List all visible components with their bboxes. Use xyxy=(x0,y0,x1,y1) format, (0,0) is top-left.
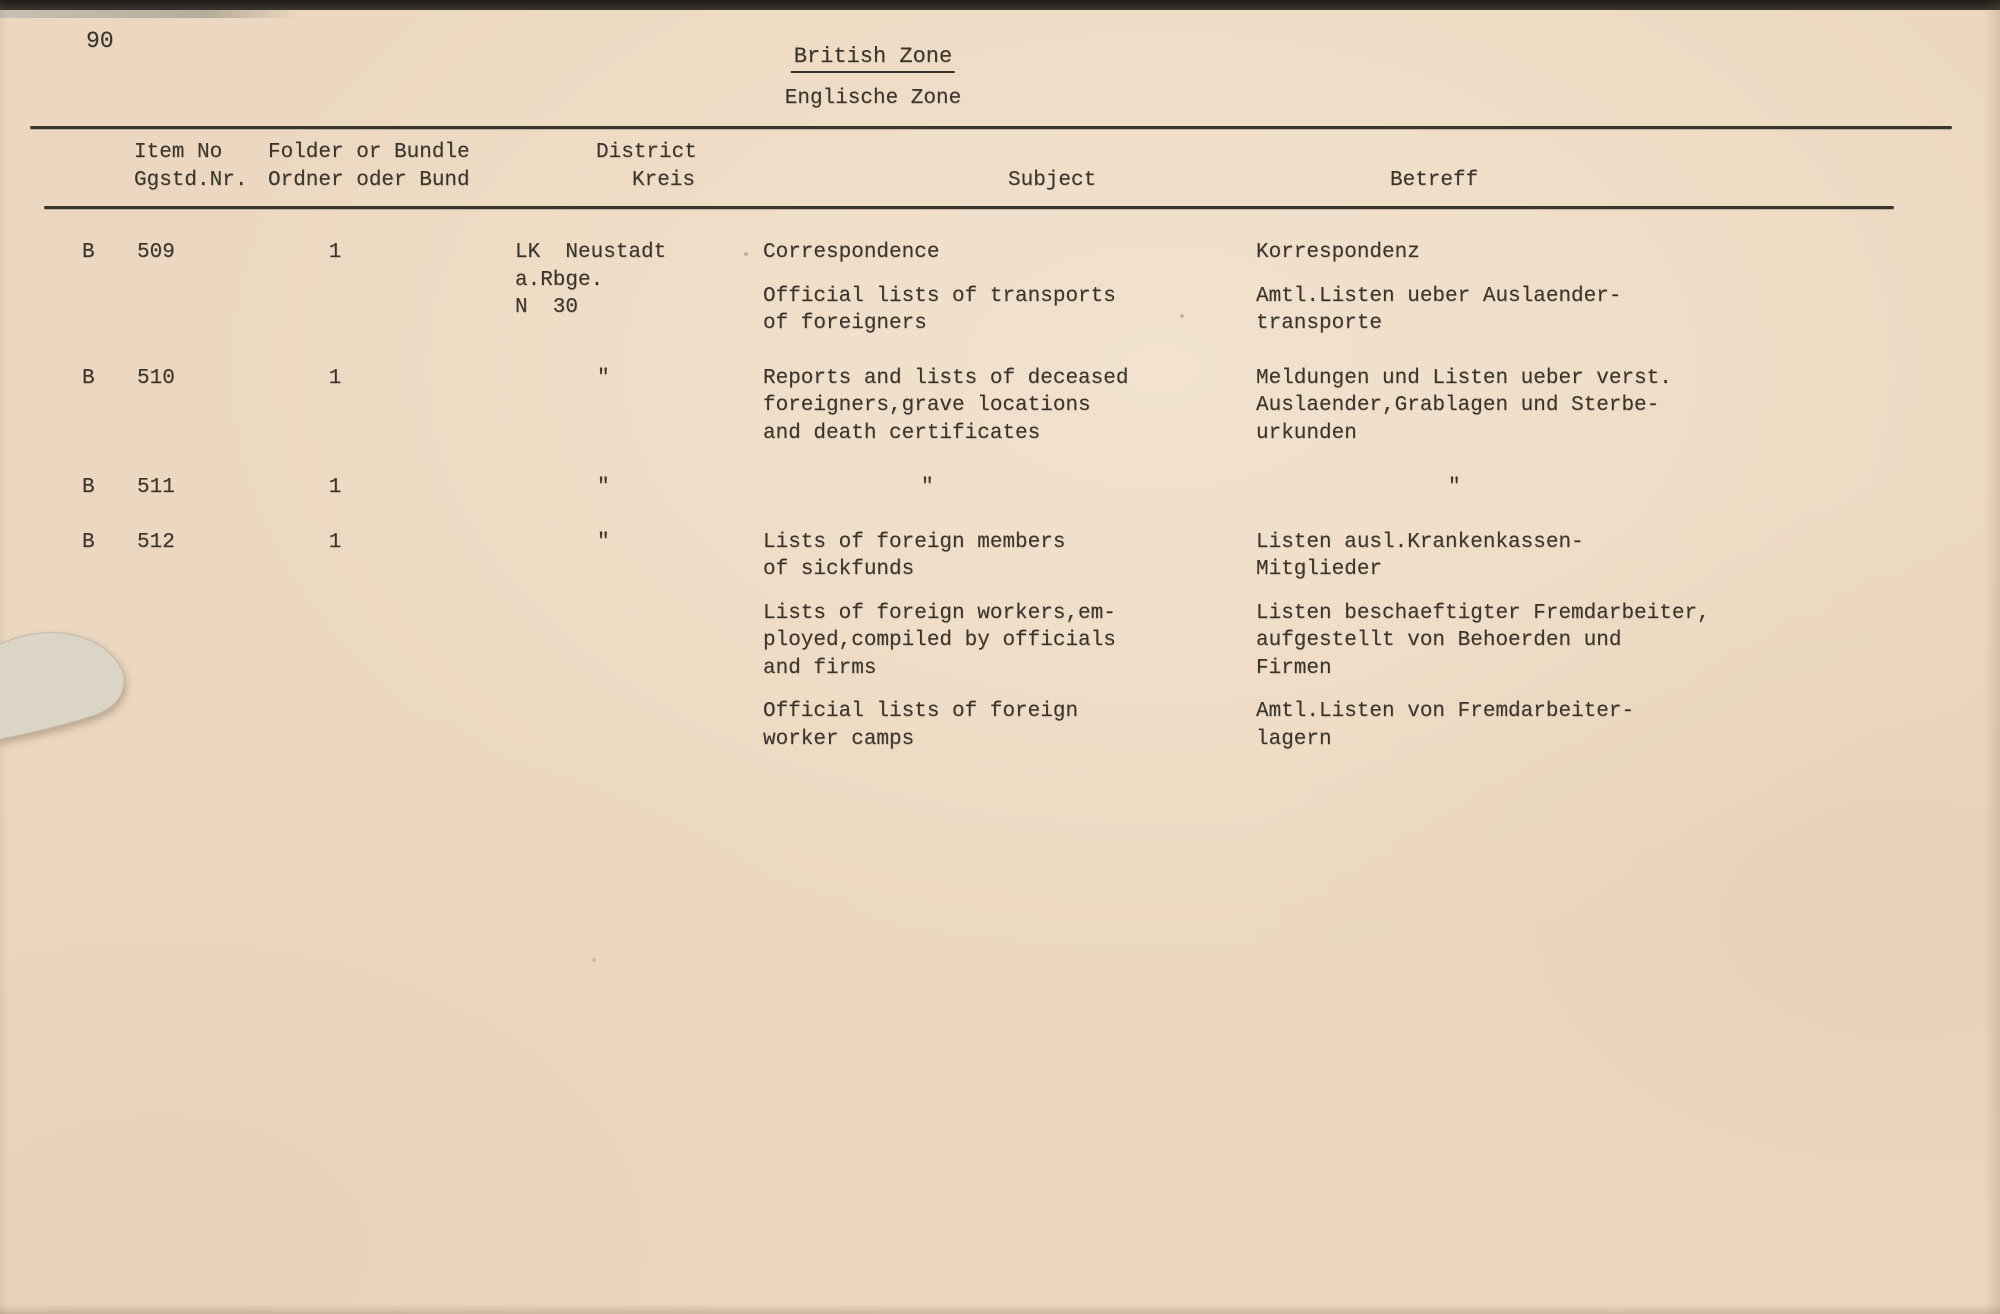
horizontal-rule-header xyxy=(44,206,1894,209)
item-letter: B xyxy=(82,241,95,264)
text-line: ployed,compiled by officials xyxy=(763,629,1116,652)
text-line: worker camps xyxy=(763,727,915,751)
subject-text xyxy=(745,365,1245,448)
col-header-betreff: Betreff xyxy=(1390,169,1479,192)
entries-cell xyxy=(745,474,2000,502)
district-cell xyxy=(440,239,745,338)
text-line: and death certificates xyxy=(763,421,1041,445)
item-letter: B xyxy=(82,530,95,554)
subject-text xyxy=(745,474,1245,502)
text-line: Firmen xyxy=(1256,656,1332,680)
text-line: Reports and lists of deceased xyxy=(763,366,1129,390)
item-letter: B xyxy=(82,366,95,390)
page-title-block xyxy=(785,44,961,110)
betreff-text xyxy=(1245,474,2000,502)
col-header-folder-en: Folder or Bundle xyxy=(268,141,470,164)
betreff-text xyxy=(1245,283,2000,338)
text-line: Lists of foreign members xyxy=(763,530,1066,554)
paper-speck xyxy=(592,958,596,962)
text-line: Lists of foreign workers,em- xyxy=(763,601,1116,625)
entries-cell xyxy=(745,239,2000,338)
col-header-item-en: Item No xyxy=(134,141,223,164)
betreff-text xyxy=(1245,698,2000,753)
subject-text xyxy=(745,239,1245,267)
betreff-text xyxy=(1245,239,2000,267)
item-number: 510 xyxy=(137,366,175,390)
item-number: 511 xyxy=(137,476,175,499)
text-line: Official lists of foreign xyxy=(763,700,1079,723)
item-letter: B xyxy=(82,476,95,499)
entry xyxy=(745,239,2000,267)
text-line: aufgestellt von Behoerden und xyxy=(1256,629,1622,652)
text-line: foreigners,grave locations xyxy=(763,394,1091,417)
col-header-folder-de: Ordner oder Bund xyxy=(268,169,470,192)
district-cell xyxy=(440,365,745,448)
text-line: Listen beschaeftigter Fremdarbeiter, xyxy=(1256,601,1710,625)
text-line: " xyxy=(597,476,610,499)
horizontal-rule-top xyxy=(30,126,1952,129)
entries-cell xyxy=(745,365,2000,448)
page-edge-top xyxy=(0,10,300,18)
col-header-item-de: Ggstd.Nr. xyxy=(134,169,248,192)
scan-edge-top xyxy=(0,0,2000,10)
text-line: Listen ausl.Krankenkassen- xyxy=(1256,530,1584,554)
folder-count: 1 xyxy=(328,476,342,499)
text-line: and firms xyxy=(763,656,877,680)
subject-text xyxy=(745,529,1245,584)
subject-text xyxy=(745,600,1245,683)
folder-count: 1 xyxy=(328,530,342,554)
table-row xyxy=(0,365,2000,448)
page-edge-bottom xyxy=(0,1304,2000,1314)
table-row xyxy=(0,239,2000,338)
text-line: lagern xyxy=(1256,727,1332,751)
text-line: urkunden xyxy=(1256,421,1357,445)
text-line: of sickfunds xyxy=(763,558,915,581)
table-row xyxy=(0,529,2000,754)
betreff-text xyxy=(1245,600,2000,683)
text-line: Correspondence xyxy=(763,241,940,264)
text-line: Amtl.Listen ueber Auslaender- xyxy=(1256,284,1622,308)
text-line: transporte xyxy=(1256,312,1383,335)
col-header-subject: Subject xyxy=(1008,169,1097,192)
district-cell xyxy=(440,474,745,502)
district-cell xyxy=(440,529,745,754)
item-number: 509 xyxy=(137,241,175,264)
page-title: British Zone xyxy=(791,44,955,73)
paper-tab xyxy=(0,620,148,752)
paper-speck xyxy=(744,252,748,256)
item-number: 512 xyxy=(137,530,175,554)
text-line: Amtl.Listen von Fremdarbeiter- xyxy=(1256,700,1635,723)
text-line: N 30 xyxy=(515,296,579,319)
entries-cell xyxy=(745,529,2000,754)
text-line: Official lists of transports xyxy=(763,284,1116,308)
entry xyxy=(745,698,2000,753)
folder-count: 1 xyxy=(328,241,342,264)
text-line: " xyxy=(597,530,610,554)
folder-count: 1 xyxy=(328,366,342,390)
entry xyxy=(745,365,2000,448)
entry xyxy=(745,529,2000,584)
subject-text xyxy=(745,283,1245,338)
text-line: Mitglieder xyxy=(1256,558,1383,581)
entry xyxy=(745,474,2000,502)
text-line: a.Rbge. xyxy=(515,268,604,292)
page-number: 90 xyxy=(86,28,114,54)
betreff-text xyxy=(1245,529,2000,584)
entry xyxy=(745,600,2000,683)
subject-text xyxy=(745,698,1245,753)
text-line: " xyxy=(597,366,610,390)
text-line: of foreigners xyxy=(763,312,927,335)
page-subtitle: Englische Zone xyxy=(784,87,962,110)
col-header-district-de: Kreis xyxy=(632,169,696,192)
table-row xyxy=(0,474,2000,502)
paper-speck xyxy=(1180,314,1184,318)
entry xyxy=(745,283,2000,338)
text-line: " xyxy=(921,476,934,499)
text-line: Meldungen und Listen ueber verst. xyxy=(1256,366,1672,390)
table-rows xyxy=(0,239,2000,780)
text-line: Auslaender,Grablagen und Sterbe- xyxy=(1256,394,1660,417)
text-line: " xyxy=(1448,476,1461,499)
text-line: LK Neustadt xyxy=(515,241,667,264)
betreff-text xyxy=(1245,365,2000,448)
text-line: Korrespondenz xyxy=(1256,241,1420,264)
col-header-district-en: District xyxy=(596,141,697,164)
